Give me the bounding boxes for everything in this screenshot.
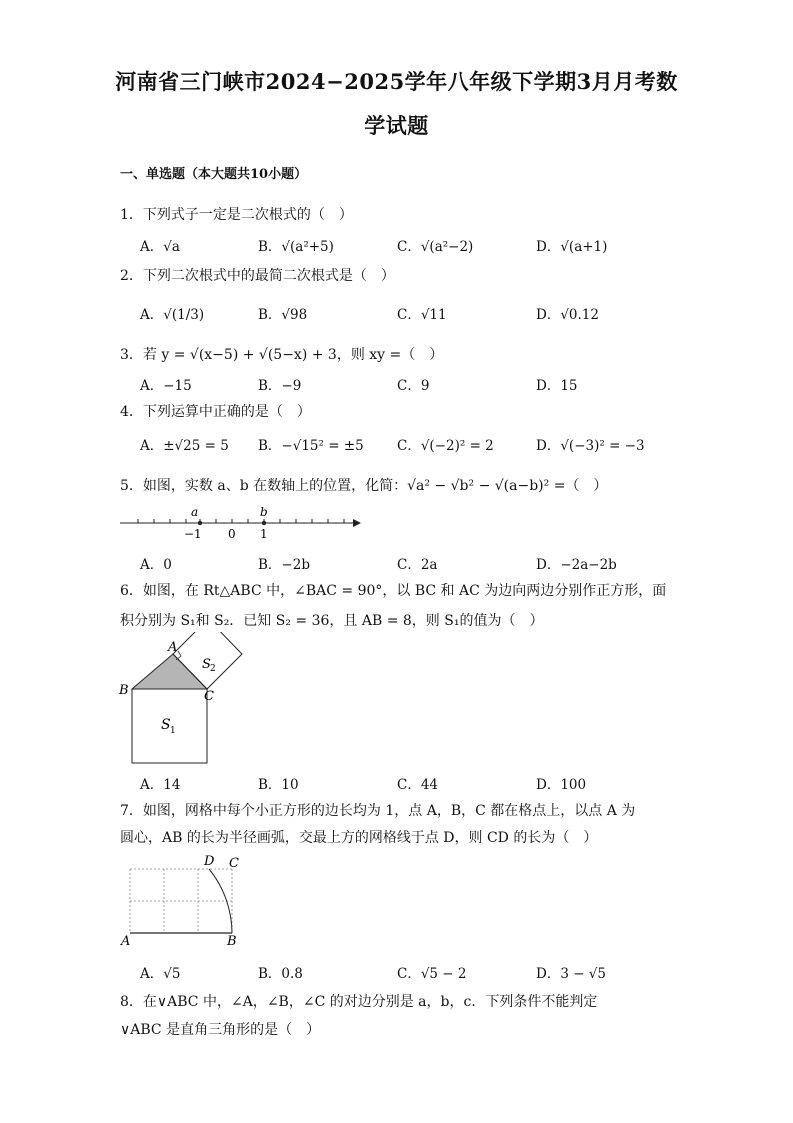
- q6-option-c: C．44: [397, 777, 439, 793]
- fig6-label-s1-sub: 1: [170, 726, 176, 736]
- q3-option-b: B．−9: [258, 378, 302, 394]
- fig7-label-b: B: [227, 934, 237, 949]
- fig6-label-c: C: [204, 689, 214, 704]
- q2-option-b: B．√98: [258, 307, 308, 323]
- question-8-line-1: 8．在∨ABC 中，∠A，∠B，∠C 的对边分别是 a，b，c．下列条件不能判定: [120, 994, 598, 1010]
- q4-option-c: C．√(−2)² = 2: [397, 438, 494, 454]
- fig6-label-s1: S: [161, 717, 171, 733]
- tick-label-neg1: −1: [184, 527, 202, 541]
- squares-triangle-figure: [112, 632, 247, 767]
- q2-option-a: A．√(1/3): [140, 307, 205, 323]
- q2-option-d: D．√0.12: [536, 307, 599, 323]
- question-5-text: 5．如图，实数 a、b 在数轴上的位置，化简：√a² − √b² − √(a−b)² =（ ）: [120, 478, 608, 494]
- question-7-line-2: 圆心，AB 的长为半径画弧，交最上方的网格线于点 D，则 CD 的长为（ ）: [120, 830, 598, 846]
- grid-arc-figure: [115, 852, 255, 952]
- question-7-line-1: 7．如图，网格中每个小正方形的边长均为 1，点 A，B，C 都在格点上，以点 A 为: [120, 803, 636, 819]
- q6-option-a: A．14: [140, 777, 181, 793]
- q5-option-b: B．−2b: [258, 557, 310, 573]
- tick-label-0: 0: [228, 527, 236, 541]
- fig7-label-a: A: [121, 934, 131, 949]
- q6-option-d: D．100: [536, 777, 587, 793]
- axis-label-b: b: [260, 505, 268, 519]
- title-line-2: 学试题: [364, 113, 429, 138]
- fig7-label-d: D: [204, 854, 215, 869]
- question-1-text: 1．下列式子一定是二次根式的（ ）: [120, 207, 353, 223]
- q6-option-b: B．10: [258, 777, 299, 793]
- question-3-text: 3．若 y = √(x−5) + √(5−x) + 3，则 xy =（ ）: [120, 347, 444, 363]
- fig6-label-s2: S: [202, 657, 211, 672]
- q1-option-c: C．√(a²−2): [397, 239, 474, 255]
- q4-option-d: D．√(−3)² = −3: [536, 438, 645, 454]
- q5-option-a: A．0: [140, 557, 172, 573]
- q7-option-b: B．0.8: [258, 966, 303, 982]
- q3-option-c: C．9: [397, 378, 430, 394]
- q1-option-d: D．√(a+1): [536, 239, 608, 255]
- section-heading: 一、单选题（本大题共10小题）: [120, 167, 308, 182]
- fig7-label-c: C: [229, 856, 239, 871]
- tick-label-1: 1: [260, 527, 268, 541]
- question-6-line-2: 积分别为 S₁和 S₂．已知 S₂ = 36，且 AB = 8，则 S₁的值为（ ）: [120, 613, 544, 629]
- q5-option-c: C．2a: [397, 557, 438, 573]
- question-6-line-1: 6．如图，在 Rt△ABC 中，∠BAC = 90°，以 BC 和 AC 为边向两边分别作正方形，面: [120, 583, 667, 599]
- question-4-text: 4．下列运算中正确的是（ ）: [120, 404, 311, 420]
- question-2-text: 2．下列二次根式中的最简二次根式是（ ）: [120, 268, 395, 284]
- q3-option-d: D．15: [536, 378, 578, 394]
- q3-option-a: A．−15: [140, 378, 192, 394]
- question-8-line-2: ∨ABC 是直角三角形的是（ ）: [120, 1022, 321, 1038]
- title-line-1: 河南省三门峡市2024−2025学年八年级下学期3月月考数: [115, 69, 678, 94]
- q1-option-a: A．√a: [140, 239, 180, 255]
- q7-option-d: D．3 − √5: [536, 966, 606, 982]
- fig6-label-s2-sub: 2: [210, 664, 216, 674]
- number-line-figure: [118, 503, 363, 543]
- q1-option-b: B．√(a²+5): [258, 239, 334, 255]
- q4-option-b: B．−√15² = ±5: [258, 438, 364, 454]
- axis-label-a: a: [191, 505, 199, 519]
- point-b: [262, 521, 266, 525]
- q5-option-d: D．−2a−2b: [536, 557, 617, 573]
- fig6-label-b: B: [119, 683, 129, 698]
- fig6-label-a: A: [168, 640, 178, 655]
- point-a: [198, 521, 202, 525]
- q2-option-c: C．√11: [397, 307, 447, 323]
- q7-option-c: C．√5 − 2: [397, 966, 467, 982]
- q4-option-a: A．±√25 = 5: [140, 438, 229, 454]
- q7-option-a: A．√5: [140, 966, 181, 982]
